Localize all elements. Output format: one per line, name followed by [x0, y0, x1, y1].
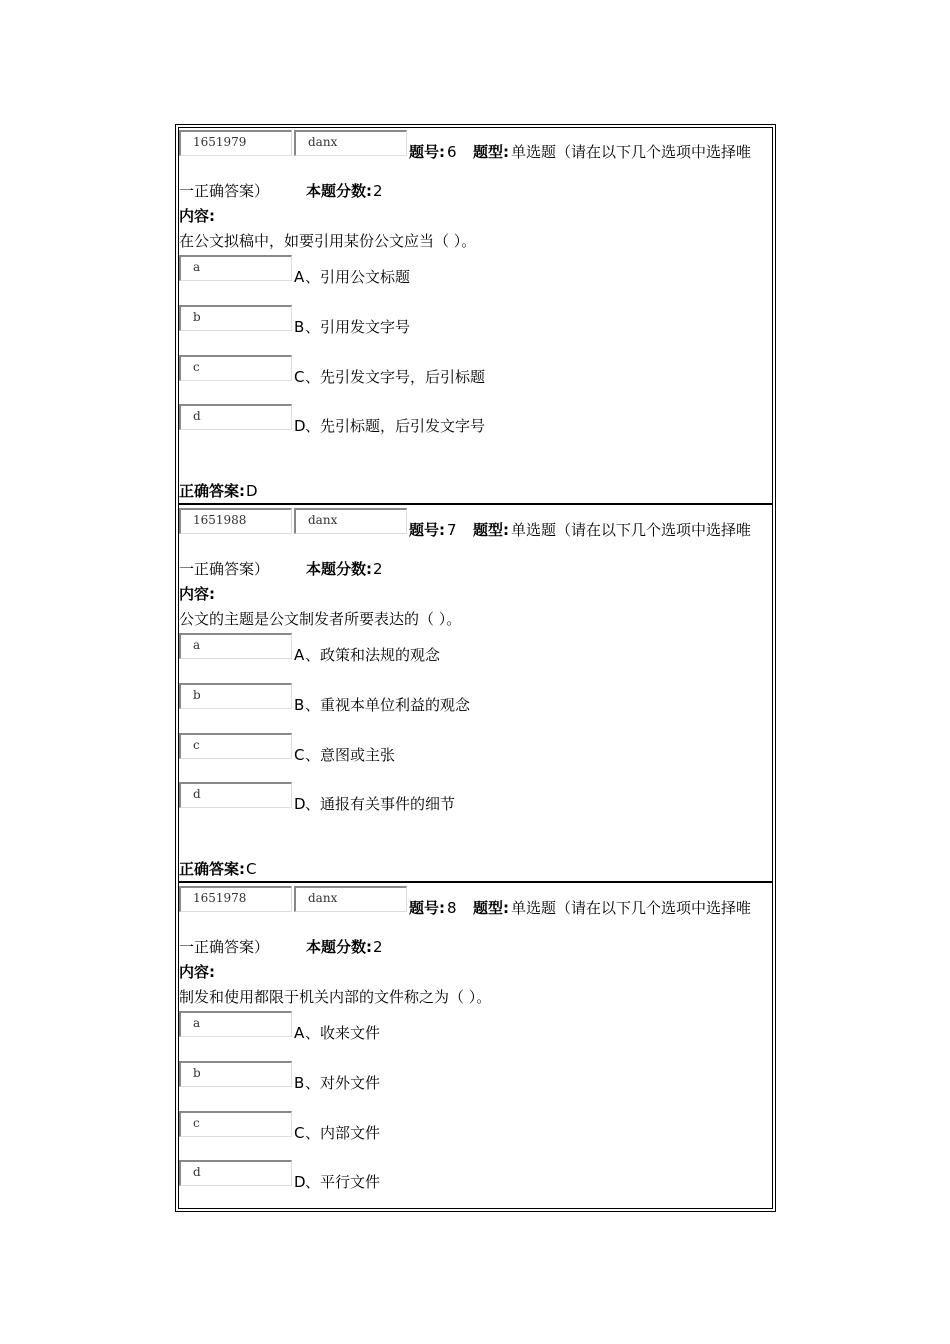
question-divider	[179, 881, 772, 883]
option-c-field[interactable]: c	[179, 355, 292, 381]
option-b-field[interactable]: b	[179, 683, 292, 709]
option-a-field[interactable]: a	[179, 633, 292, 659]
question-type-line1: 单选题（请在以下几个选项中选择唯	[511, 521, 752, 539]
content-label: 内容:	[179, 207, 215, 225]
question-number: 8	[447, 899, 457, 917]
question-content: 制发和使用都限于机关内部的文件称之为（ ）。	[179, 988, 492, 1006]
content-label: 内容:	[179, 963, 215, 981]
option-b-text: 、重视本单位利益的观念	[305, 696, 471, 714]
option-a-letter: A	[294, 646, 305, 664]
question-type-line2: 一正确答案）	[179, 560, 270, 578]
question-code-field[interactable]: danx	[294, 130, 407, 156]
question-list-frame	[175, 124, 776, 1212]
option-b-letter: B	[294, 1074, 305, 1092]
option-d-field[interactable]: d	[179, 782, 292, 808]
question-score: 2	[373, 938, 383, 956]
option-c-field[interactable]: c	[179, 1111, 292, 1137]
option-d-letter: D	[294, 417, 306, 435]
correct-answer: C	[246, 860, 257, 878]
option-d-field[interactable]: d	[179, 1160, 292, 1186]
question-number: 7	[447, 521, 457, 539]
option-d-letter: D	[294, 795, 306, 813]
option-b-text: 、对外文件	[305, 1074, 381, 1092]
type-label: 题型:	[473, 521, 509, 539]
question-type-line2: 一正确答案）	[179, 938, 270, 956]
option-d-letter: D	[294, 1173, 306, 1191]
question-divider	[179, 503, 772, 505]
option-a-letter: A	[294, 268, 305, 286]
question-type-line1: 单选题（请在以下几个选项中选择唯	[511, 899, 752, 917]
question-id-field[interactable]: 1651988	[179, 508, 292, 534]
option-a-text: 、政策和法规的观念	[305, 646, 441, 664]
option-c-letter: C	[294, 368, 305, 386]
type-label: 题型:	[473, 899, 509, 917]
question-content: 公文的主题是公文制发者所要表达的（ ）。	[179, 610, 462, 628]
number-label: 题号:	[409, 143, 445, 161]
option-c-text: 、意图或主张	[305, 746, 396, 764]
option-d-text: 、平行文件	[305, 1173, 381, 1191]
type-label: 题型:	[473, 143, 509, 161]
option-c-text: 、内部文件	[305, 1124, 381, 1142]
option-c-letter: C	[294, 746, 305, 764]
question-score: 2	[373, 182, 383, 200]
option-c-field[interactable]: c	[179, 733, 292, 759]
question-score: 2	[373, 560, 383, 578]
score-label: 本题分数:	[306, 182, 372, 200]
option-c-text: 、先引发文字号，后引标题	[305, 368, 486, 386]
option-b-letter: B	[294, 318, 305, 336]
content-label: 内容:	[179, 585, 215, 603]
number-label: 题号:	[409, 899, 445, 917]
option-d-field[interactable]: d	[179, 404, 292, 430]
question-list	[178, 127, 773, 1209]
question-id-field[interactable]: 1651978	[179, 886, 292, 912]
correct-answer: D	[246, 482, 258, 500]
option-a-letter: A	[294, 1024, 305, 1042]
option-b-letter: B	[294, 696, 305, 714]
question-type-line2: 一正确答案）	[179, 182, 270, 200]
option-c-letter: C	[294, 1124, 305, 1142]
option-a-text: 、引用公文标题	[305, 268, 411, 286]
question-content: 在公文拟稿中，如要引用某份公文应当（ ）。	[179, 232, 477, 250]
option-b-field[interactable]: b	[179, 305, 292, 331]
question-number: 6	[447, 143, 457, 161]
score-label: 本题分数:	[306, 938, 372, 956]
answer-label: 正确答案:	[179, 860, 245, 878]
question-type-line1: 单选题（请在以下几个选项中选择唯	[511, 143, 752, 161]
option-a-field[interactable]: a	[179, 255, 292, 281]
question-code-field[interactable]: danx	[294, 886, 407, 912]
option-d-text: 、先引标题，后引发文字号	[305, 417, 486, 435]
answer-label: 正确答案:	[179, 482, 245, 500]
question-id-field[interactable]: 1651979	[179, 130, 292, 156]
option-b-text: 、引用发文字号	[305, 318, 411, 336]
question-code-field[interactable]: danx	[294, 508, 407, 534]
option-b-field[interactable]: b	[179, 1061, 292, 1087]
option-d-text: 、通报有关事件的细节	[305, 795, 456, 813]
option-a-field[interactable]: a	[179, 1011, 292, 1037]
option-a-text: 、收来文件	[305, 1024, 381, 1042]
score-label: 本题分数:	[306, 560, 372, 578]
number-label: 题号:	[409, 521, 445, 539]
